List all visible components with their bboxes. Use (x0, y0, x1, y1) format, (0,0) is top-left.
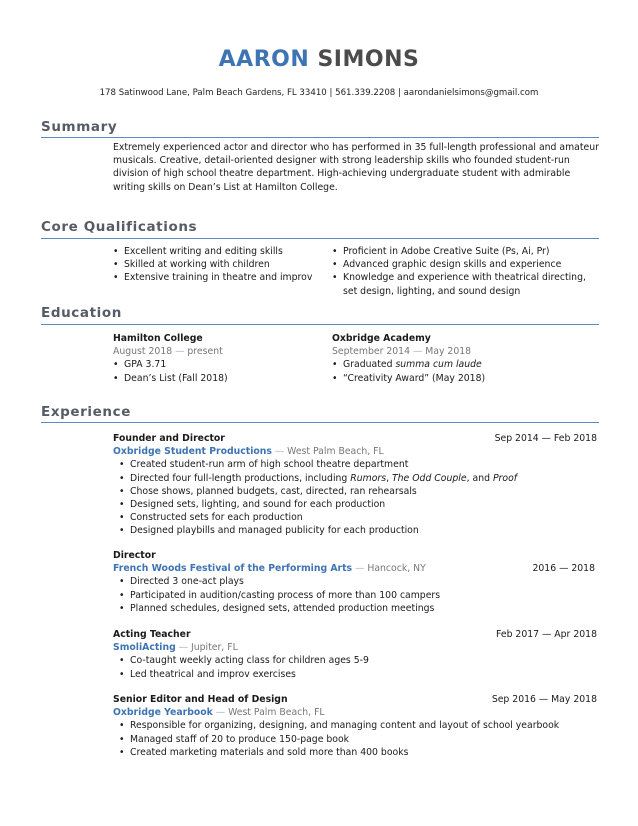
job-organization: Oxbridge Yearbook (113, 707, 213, 719)
job-title: Senior Editor and Head of Design (113, 694, 288, 705)
job-location: West Palm Beach, FL (287, 446, 384, 458)
job-bullet: • Responsible for organizing, designing, and managing content and layout of school yearbook (119, 719, 599, 732)
first-name: AARON (218, 47, 310, 72)
job-bullet: • Designed sets, lighting, and sound for each production (119, 498, 599, 511)
education-item: • Dean’s List (Fall 2018) (113, 372, 328, 385)
start-date: August 2018 (113, 346, 173, 358)
school-oxbridge (332, 332, 597, 385)
end-date: present (187, 346, 223, 358)
job-location: Hancock, NY (367, 563, 426, 575)
applicant-name (0, 47, 638, 72)
job-location: West Palm Beach, FL (228, 707, 325, 719)
bullet-text: , (386, 472, 392, 484)
org-separator: — (215, 707, 226, 719)
job-organization: SmoliActing (113, 642, 176, 654)
qualification-item: • Advanced graphic design skills and experience (332, 258, 597, 271)
qualifications-heading: Core Qualifications (41, 219, 198, 235)
job-org-line (113, 562, 599, 575)
play-title: Rumors (350, 472, 387, 484)
item-text: Graduated (343, 359, 396, 371)
job-header (113, 549, 599, 562)
qualification-item: • Knowledge and experience with theatrical directing, set design, lighting, and sound design (332, 271, 597, 297)
job-bullet: • Chose shows, planned budgets, cast, directed, ran rehearsals (119, 485, 599, 498)
job-dates: 2016 — 2018 (532, 563, 595, 575)
qualifications-left (113, 245, 328, 285)
job-entry (113, 693, 599, 759)
job-dates: Sep 2014 — Feb 2018 (494, 433, 597, 444)
bullet-text: Directed four full-length productions, including (130, 472, 351, 484)
qualification-item: • Skilled at working with children (113, 258, 328, 271)
job-dates: Feb 2017 — Apr 2018 (496, 629, 597, 640)
education-item: • GPA 3.71 (113, 358, 328, 371)
job-bullet: • Designed playbills and managed publicity for each production (119, 524, 599, 537)
job-title: Acting Teacher (113, 629, 191, 640)
job-org-line (113, 641, 599, 654)
qualifications-right (332, 245, 597, 298)
job-bullet: • Participated in audition/casting process of more than 100 campers (119, 589, 599, 602)
school-hamilton (113, 332, 328, 385)
job-title: Founder and Director (113, 433, 225, 444)
job-entry (113, 549, 599, 615)
job-title: Director (113, 550, 156, 561)
job-bullet: • Created student-run arm of high school theatre department (119, 458, 599, 471)
summary-heading: Summary (41, 119, 118, 135)
job-entry (113, 628, 599, 681)
job-header (113, 628, 599, 641)
job-location: Jupiter, FL (191, 642, 238, 654)
job-bullet: • Directed 3 one-act plays (119, 575, 599, 588)
education-divider (41, 324, 599, 325)
school-dates (332, 345, 597, 358)
start-date: September 2014 (332, 346, 411, 358)
job-bullet: • Constructed sets for each production (119, 511, 599, 524)
experience-heading: Experience (41, 404, 131, 420)
date-separator: — (175, 346, 185, 358)
item-emphasis: summa cum laude (395, 359, 482, 371)
play-title: Proof (492, 472, 518, 484)
experience-divider (41, 422, 599, 423)
job-bullet: • Created marketing materials and sold more than 400 books (119, 746, 599, 759)
job-header (113, 432, 599, 445)
education-item: • “Creativity Award” (May 2018) (332, 372, 597, 385)
job-org-line (113, 445, 599, 458)
org-separator: — (355, 563, 365, 575)
job-bullet (119, 472, 599, 485)
end-date: May 2018 (425, 346, 472, 358)
bullet-text: , and (466, 472, 493, 484)
school-dates (113, 345, 328, 358)
qualification-item: • Extensive training in theatre and improv (113, 271, 328, 284)
school-name: Hamilton College (113, 333, 203, 344)
job-org-line (113, 706, 599, 719)
org-separator: — (178, 642, 189, 654)
job-organization: Oxbridge Student Productions (113, 446, 272, 458)
summary-divider (41, 137, 599, 138)
qualification-item: • Excellent writing and editing skills (113, 245, 328, 258)
job-bullet: • Led theatrical and improv exercises (119, 668, 599, 681)
last-name: SIMONS (317, 47, 420, 72)
education-heading: Education (41, 305, 122, 321)
job-bullet: • Co-taught weekly acting class for children ages 5-9 (119, 654, 599, 667)
job-dates: Sep 2016 — May 2018 (491, 694, 597, 705)
job-bullet: • Managed staff of 20 to produce 150-page book (119, 733, 599, 746)
education-item (332, 358, 597, 371)
contact-line: 178 Satinwood Lane, Palm Beach Gardens, FL 33410 | 561.339.2208 | aarondanielsimons@gmail.com (99, 88, 539, 98)
job-organization: French Woods Festival of the Performing Arts (113, 563, 353, 575)
summary-text: Extremely experienced actor and director who has performed in 35 full-length professional and amateur musicals. Creative, detail-oriented designer with strong leadership skills who founded student-run division of high school theatre department. High-achieving undergraduate student with admirable writing skills on Dean’s List at Hamilton College. (113, 142, 599, 193)
org-separator: — (274, 446, 285, 458)
job-bullet: • Planned schedules, designed sets, attended production meetings (119, 602, 599, 615)
date-separator: — (412, 346, 423, 358)
job-entry (113, 432, 599, 538)
play-title: The Odd Couple (391, 472, 467, 484)
school-name: Oxbridge Academy (332, 333, 431, 344)
qualification-item: • Proficient in Adobe Creative Suite (Ps, Ai, Pr) (332, 245, 597, 258)
qualifications-divider (41, 238, 599, 239)
job-header (113, 693, 599, 706)
